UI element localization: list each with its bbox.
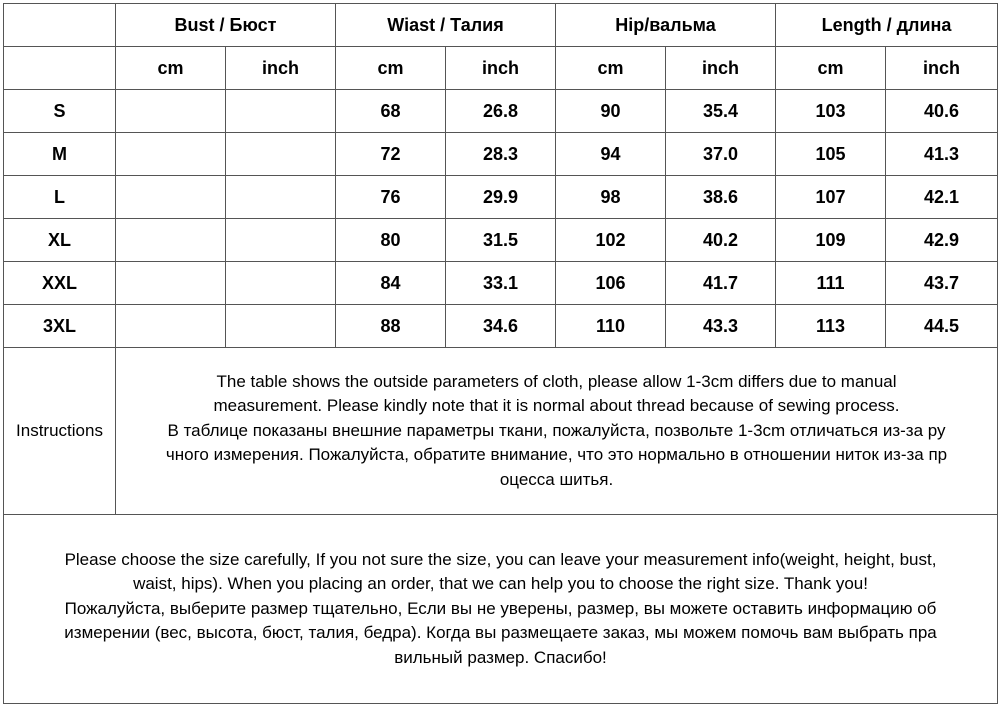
length-inch-cell: 41.3 (886, 133, 998, 176)
note-line: измерении (вес, высота, бюст, талия, бедра). Когда вы размещаете заказ, мы можем помочь вам выбрать пра (64, 623, 937, 643)
bust-inch-cell (226, 133, 336, 176)
waist-inch-unit: inch (446, 47, 556, 90)
size-note (4, 515, 998, 704)
note-line: вильный размер. Спасибо! (394, 647, 607, 667)
size-chart (3, 3, 997, 704)
instructions-line: чного измерения. Пожалуйста, обратите внимание, что это нормально в отношении ниток из-за пр (165, 445, 948, 465)
hip-cm-unit: cm (556, 47, 666, 90)
bust-cm-cell (116, 219, 226, 262)
hip-header: Hip/вальма (556, 4, 776, 47)
hip-cm-cell: 94 (556, 133, 666, 176)
bust-inch-cell (226, 219, 336, 262)
bust-cm-cell (116, 90, 226, 133)
instructions-row (4, 348, 998, 515)
length-cm-unit: cm (776, 47, 886, 90)
waist-cm-cell: 72 (336, 133, 446, 176)
length-header: Length / длина (776, 4, 998, 47)
bust-cm-cell (116, 133, 226, 176)
length-inch-cell: 42.9 (886, 219, 998, 262)
table-row (4, 133, 998, 176)
length-cm-cell: 105 (776, 133, 886, 176)
length-cm-cell: 113 (776, 305, 886, 348)
instructions-line: оцесса шитья. (499, 469, 614, 489)
table-row (4, 176, 998, 219)
hip-inch-cell: 40.2 (666, 219, 776, 262)
instructions-label: Instructions (4, 348, 116, 515)
length-inch-cell: 44.5 (886, 305, 998, 348)
bust-inch-cell (226, 262, 336, 305)
hip-cm-cell: 90 (556, 90, 666, 133)
length-inch-unit: inch (886, 47, 998, 90)
length-inch-cell: 42.1 (886, 176, 998, 219)
bust-inch-cell (226, 305, 336, 348)
hip-cm-cell: 106 (556, 262, 666, 305)
bust-cm-cell (116, 176, 226, 219)
waist-cm-cell: 84 (336, 262, 446, 305)
hip-inch-unit: inch (666, 47, 776, 90)
unit-corner-cell (4, 47, 116, 90)
bust-cm-unit: cm (116, 47, 226, 90)
waist-inch-cell: 34.6 (446, 305, 556, 348)
instructions-line: The table shows the outside parameters of cloth, please allow 1-3cm differs due to manual (216, 371, 897, 391)
waist-cm-cell: 80 (336, 219, 446, 262)
header-row (4, 4, 998, 47)
table-row (4, 90, 998, 133)
note-row (4, 515, 998, 704)
size-label: XXL (4, 262, 116, 305)
size-label: S (4, 90, 116, 133)
bust-cm-cell (116, 305, 226, 348)
waist-header: Wiast / Талия (336, 4, 556, 47)
size-label: 3XL (4, 305, 116, 348)
corner-cell (4, 4, 116, 47)
waist-cm-cell: 68 (336, 90, 446, 133)
waist-inch-cell: 26.8 (446, 90, 556, 133)
length-inch-cell: 43.7 (886, 262, 998, 305)
size-label: XL (4, 219, 116, 262)
hip-inch-cell: 35.4 (666, 90, 776, 133)
waist-inch-cell: 28.3 (446, 133, 556, 176)
note-line: waist, hips). When you placing an order, that we can help you to choose the right size. Thank you! (133, 574, 868, 594)
length-cm-cell: 109 (776, 219, 886, 262)
length-inch-cell: 40.6 (886, 90, 998, 133)
unit-row (4, 47, 998, 90)
hip-inch-cell: 41.7 (666, 262, 776, 305)
hip-inch-cell: 38.6 (666, 176, 776, 219)
instructions-line: В таблице показаны внешние параметры ткани, пожалуйста, позвольте 1-3cm отличаться из-за ру (167, 420, 946, 440)
waist-cm-cell: 88 (336, 305, 446, 348)
table-row (4, 262, 998, 305)
length-cm-cell: 111 (776, 262, 886, 305)
instructions-text (116, 348, 998, 515)
waist-inch-cell: 31.5 (446, 219, 556, 262)
table-row (4, 305, 998, 348)
size-table (3, 3, 998, 704)
hip-cm-cell: 110 (556, 305, 666, 348)
bust-cm-cell (116, 262, 226, 305)
length-cm-cell: 107 (776, 176, 886, 219)
hip-inch-cell: 37.0 (666, 133, 776, 176)
note-line: Please choose the size carefully, If you not sure the size, you can leave your measurement info(weight, height, bust, (64, 549, 937, 569)
table-row (4, 219, 998, 262)
instructions-line: measurement. Please kindly note that it is normal about thread because of sewing process. (213, 396, 900, 416)
size-label: M (4, 133, 116, 176)
note-line: Пожалуйста, выберите размер тщательно, Если вы не уверены, размер, вы можете оставить информацию об (64, 598, 937, 618)
waist-inch-cell: 33.1 (446, 262, 556, 305)
length-cm-cell: 103 (776, 90, 886, 133)
bust-inch-unit: inch (226, 47, 336, 90)
hip-cm-cell: 102 (556, 219, 666, 262)
size-label: L (4, 176, 116, 219)
waist-inch-cell: 29.9 (446, 176, 556, 219)
bust-header: Bust / Бюст (116, 4, 336, 47)
waist-cm-unit: cm (336, 47, 446, 90)
hip-cm-cell: 98 (556, 176, 666, 219)
bust-inch-cell (226, 176, 336, 219)
hip-inch-cell: 43.3 (666, 305, 776, 348)
waist-cm-cell: 76 (336, 176, 446, 219)
bust-inch-cell (226, 90, 336, 133)
